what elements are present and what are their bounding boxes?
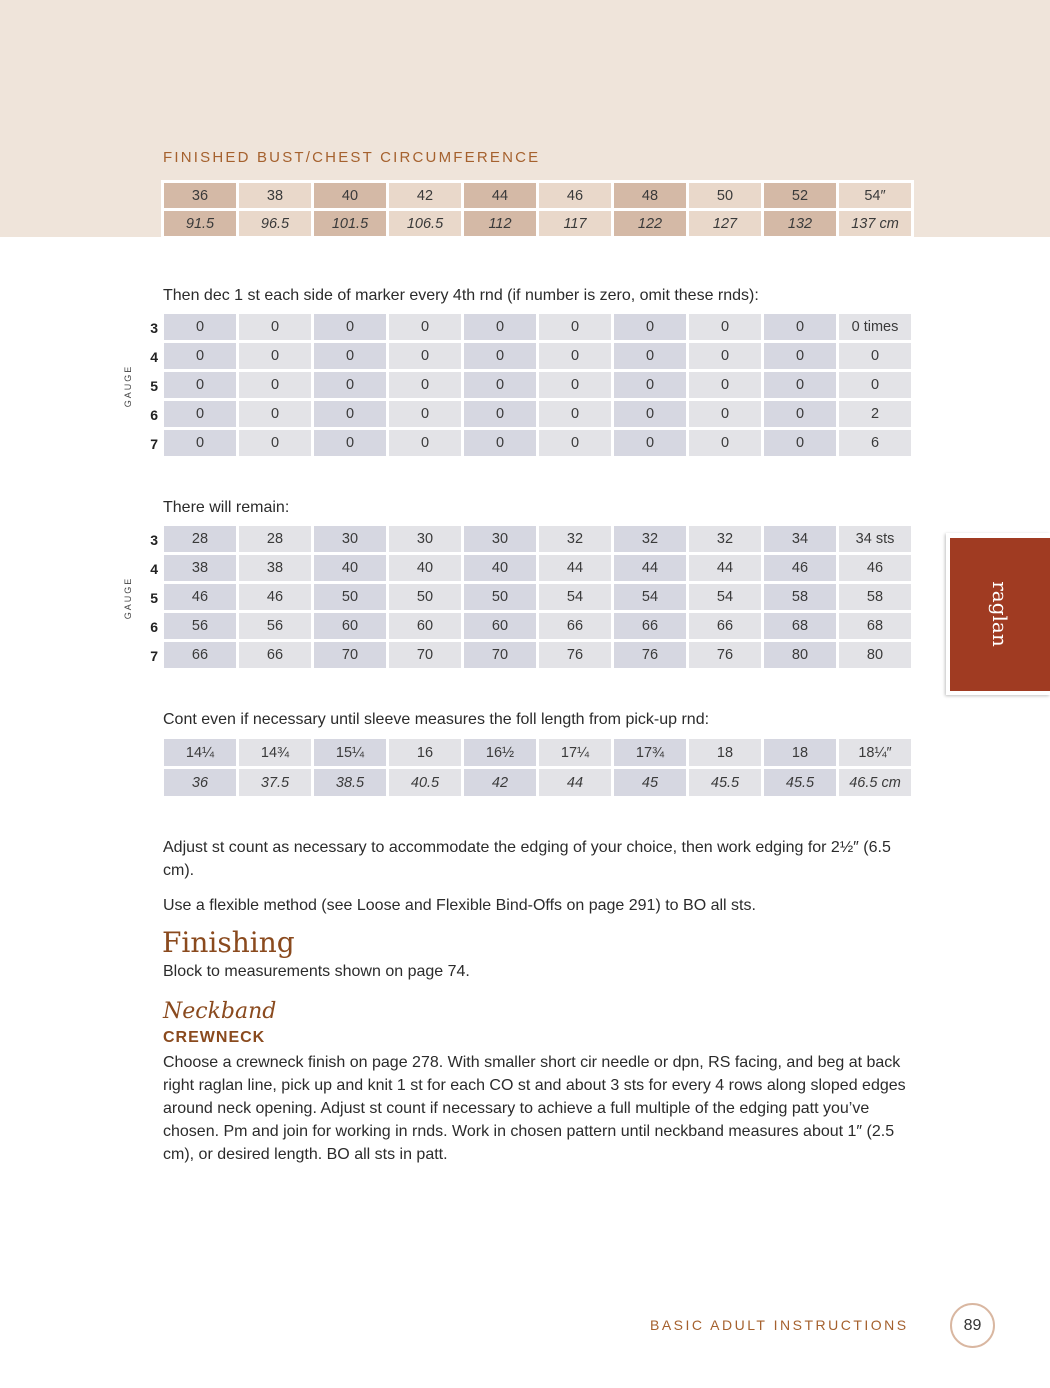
- table-cell: 80: [764, 642, 836, 668]
- table-cell: 0: [689, 372, 761, 398]
- table-cell: 0: [239, 401, 311, 427]
- length-instruction: Cont even if necessary until sleeve measures the foll length from pick-up rnd:: [163, 711, 710, 728]
- table-cell: 0: [539, 314, 611, 340]
- dec-gauge-rows: [140, 314, 158, 459]
- table-cell: 66: [239, 642, 311, 668]
- table-cell: 0 times: [839, 314, 911, 340]
- size-cell: 101.5: [314, 211, 386, 236]
- size-cell: 91.5: [164, 211, 236, 236]
- table-cell: 76: [614, 642, 686, 668]
- length-cell: 17¾: [614, 739, 686, 766]
- length-cell: 40.5: [389, 769, 461, 796]
- size-cell: 38: [239, 183, 311, 208]
- table-cell: 0: [164, 343, 236, 369]
- table-cell: 0: [314, 343, 386, 369]
- table-cell: 0: [614, 430, 686, 456]
- gauge-row-label: 6: [150, 407, 158, 423]
- length-cell: 45.5: [764, 769, 836, 796]
- table-cell: 0: [239, 372, 311, 398]
- table-cell: 60: [314, 613, 386, 639]
- size-cell: 137 cm: [839, 211, 911, 236]
- table-cell: 46: [839, 555, 911, 581]
- length-cell: 16: [389, 739, 461, 766]
- dec-instruction: Then dec 1 st each side of marker every 4th rnd (if number is zero, omit these rnds):: [163, 287, 759, 304]
- table-cell: 32: [539, 526, 611, 552]
- table-cell: 28: [239, 526, 311, 552]
- table-cell: 0: [839, 343, 911, 369]
- table-cell: 66: [689, 613, 761, 639]
- length-cell: 44: [539, 769, 611, 796]
- table-cell: 0: [464, 401, 536, 427]
- table-cell: 44: [539, 555, 611, 581]
- size-cell: 50: [689, 183, 761, 208]
- table-cell: 70: [389, 642, 461, 668]
- table-cell: 0: [539, 430, 611, 456]
- length-table: [161, 736, 914, 799]
- table-cell: 76: [689, 642, 761, 668]
- table-cell: 32: [614, 526, 686, 552]
- finishing-heading: Finishing: [162, 926, 295, 959]
- table-cell: 38: [239, 555, 311, 581]
- gauge-row-label: 4: [150, 349, 158, 365]
- table-row: [164, 613, 911, 639]
- length-cell: 42: [464, 769, 536, 796]
- size-cell: 36: [164, 183, 236, 208]
- table-cell: 0: [539, 343, 611, 369]
- length-cell: 18: [689, 739, 761, 766]
- table-cell: 54: [689, 584, 761, 610]
- table-cell: 0: [689, 430, 761, 456]
- length-cell: 15¼: [314, 739, 386, 766]
- table-cell: 46: [239, 584, 311, 610]
- remain-instruction: There will remain:: [163, 499, 290, 516]
- table-cell: 46: [764, 555, 836, 581]
- length-cell: 38.5: [314, 769, 386, 796]
- table-row: [164, 430, 911, 456]
- size-row-inches: [164, 183, 911, 208]
- table-cell: 0: [614, 401, 686, 427]
- table-cell: 38: [164, 555, 236, 581]
- table-cell: 56: [164, 613, 236, 639]
- side-tab[interactable]: [946, 533, 1050, 695]
- size-header-table: [161, 180, 914, 239]
- table-cell: 0: [389, 401, 461, 427]
- table-cell: 40: [464, 555, 536, 581]
- size-cell: 44: [464, 183, 536, 208]
- table-cell: 58: [839, 584, 911, 610]
- length-cell: 18¼″: [839, 739, 911, 766]
- size-cell: 48: [614, 183, 686, 208]
- table-cell: 66: [614, 613, 686, 639]
- table-cell: 0: [464, 372, 536, 398]
- table-cell: 0: [314, 430, 386, 456]
- size-cell: 117: [539, 211, 611, 236]
- table-row: [164, 314, 911, 340]
- table-cell: 30: [464, 526, 536, 552]
- table-cell: 0: [464, 314, 536, 340]
- table-cell: 30: [389, 526, 461, 552]
- side-tab-label: raglan: [988, 581, 1012, 647]
- table-cell: 50: [314, 584, 386, 610]
- remain-table: [161, 523, 914, 671]
- size-cell: 96.5: [239, 211, 311, 236]
- table-cell: 2: [839, 401, 911, 427]
- table-cell: 0: [314, 401, 386, 427]
- table-cell: 0: [239, 314, 311, 340]
- table-cell: 44: [689, 555, 761, 581]
- page-number: 89: [950, 1303, 995, 1348]
- table-cell: 60: [389, 613, 461, 639]
- bindoff-paragraph: Use a flexible method (see Loose and Flexible Bind-Offs on page 291) to BO all sts.: [163, 897, 756, 914]
- table-row: [164, 584, 911, 610]
- table-cell: 0: [314, 314, 386, 340]
- side-tab-fill: [950, 538, 1050, 691]
- table-cell: 30: [314, 526, 386, 552]
- gauge-row-label: 5: [150, 590, 158, 606]
- remain-gauge-label: GAUGE: [123, 576, 133, 620]
- size-cell: 54″: [839, 183, 911, 208]
- table-cell: 0: [839, 372, 911, 398]
- table-cell: 0: [389, 430, 461, 456]
- size-cell: 42: [389, 183, 461, 208]
- table-cell: 0: [539, 401, 611, 427]
- table-cell: 0: [164, 314, 236, 340]
- table-cell: 54: [614, 584, 686, 610]
- table-cell: 0: [389, 343, 461, 369]
- table-cell: 60: [464, 613, 536, 639]
- table-cell: 80: [839, 642, 911, 668]
- size-cell: 112: [464, 211, 536, 236]
- crewneck-text: Choose a crewneck finish on page 278. With smaller short cir needle or dpn, RS facing, and beg at back right raglan line, pick up and knit 1 st for each CO st and about 3 sts for every 4 rows along sloped edges around neck opening. Adjust st count if necessary to achieve a full multiple of the edging patt you’ve chosen. Pm and join for working in rnds. Work in chosen pattern until neckband measures about 1″ (2.5 cm), or desired length. BO all sts in patt.: [163, 1054, 906, 1163]
- gauge-row-label: 3: [150, 532, 158, 548]
- table-cell: 0: [614, 314, 686, 340]
- size-cell: 46: [539, 183, 611, 208]
- section-heading: FINISHED BUST/CHEST CIRCUMFERENCE: [163, 149, 541, 166]
- table-cell: 0: [614, 343, 686, 369]
- length-cell: 14¼: [164, 739, 236, 766]
- table-row: [164, 642, 911, 668]
- table-cell: 66: [539, 613, 611, 639]
- finishing-text: Block to measurements shown on page 74.: [163, 963, 470, 980]
- length-cell: 18: [764, 739, 836, 766]
- table-cell: 70: [464, 642, 536, 668]
- size-cell: 106.5: [389, 211, 461, 236]
- length-row-inches: [164, 739, 911, 766]
- table-cell: 70: [314, 642, 386, 668]
- table-cell: 68: [764, 613, 836, 639]
- table-cell: 0: [689, 314, 761, 340]
- table-cell: 0: [164, 401, 236, 427]
- table-cell: 50: [389, 584, 461, 610]
- gauge-row-label: 7: [150, 648, 158, 664]
- gauge-row-label: 4: [150, 561, 158, 577]
- table-row: [164, 401, 911, 427]
- table-row: [164, 526, 911, 552]
- table-cell: 32: [689, 526, 761, 552]
- gauge-row-label: 6: [150, 619, 158, 635]
- footer-title: BASIC ADULT INSTRUCTIONS: [650, 1317, 909, 1333]
- table-cell: 58: [764, 584, 836, 610]
- table-row: [164, 372, 911, 398]
- table-cell: 0: [614, 372, 686, 398]
- size-cell: 127: [689, 211, 761, 236]
- table-cell: 0: [764, 372, 836, 398]
- table-cell: 56: [239, 613, 311, 639]
- length-row-cm: [164, 769, 911, 796]
- table-cell: 76: [539, 642, 611, 668]
- table-cell: 0: [164, 372, 236, 398]
- table-cell: 50: [464, 584, 536, 610]
- table-row: [164, 555, 911, 581]
- table-cell: 0: [239, 343, 311, 369]
- table-cell: 0: [464, 343, 536, 369]
- size-row-cm: [164, 211, 911, 236]
- table-cell: 66: [164, 642, 236, 668]
- table-cell: 0: [764, 430, 836, 456]
- size-cell: 52: [764, 183, 836, 208]
- dec-table: [161, 311, 914, 459]
- adjust-paragraph: Adjust st count as necessary to accommodate the edging of your choice, then work edging for 2½″ (6.5 cm).: [163, 839, 891, 879]
- table-cell: 54: [539, 584, 611, 610]
- table-cell: 0: [689, 401, 761, 427]
- table-cell: 68: [839, 613, 911, 639]
- gauge-row-label: 5: [150, 378, 158, 394]
- table-cell: 0: [539, 372, 611, 398]
- table-cell: 0: [689, 343, 761, 369]
- length-cell: 14¾: [239, 739, 311, 766]
- length-cell: 16½: [464, 739, 536, 766]
- table-cell: 0: [764, 314, 836, 340]
- table-cell: 44: [614, 555, 686, 581]
- length-cell: 36: [164, 769, 236, 796]
- size-cell: 132: [764, 211, 836, 236]
- length-cell: 17¼: [539, 739, 611, 766]
- crewneck-heading: CREWNECK: [163, 1029, 266, 1046]
- table-row: [164, 343, 911, 369]
- remain-gauge-rows: [140, 526, 158, 671]
- size-cell: 122: [614, 211, 686, 236]
- table-cell: 0: [764, 343, 836, 369]
- gauge-row-label: 3: [150, 320, 158, 336]
- length-cell: 46.5 cm: [839, 769, 911, 796]
- gauge-row-label: 7: [150, 436, 158, 452]
- table-cell: 34: [764, 526, 836, 552]
- neckband-heading: Neckband: [163, 999, 277, 1024]
- table-cell: 0: [464, 430, 536, 456]
- table-cell: 0: [314, 372, 386, 398]
- table-cell: 0: [164, 430, 236, 456]
- table-cell: 0: [389, 372, 461, 398]
- table-cell: 0: [239, 430, 311, 456]
- dec-gauge-label: GAUGE: [123, 364, 133, 408]
- table-cell: 34 sts: [839, 526, 911, 552]
- table-cell: 6: [839, 430, 911, 456]
- length-cell: 37.5: [239, 769, 311, 796]
- table-cell: 40: [389, 555, 461, 581]
- size-cell: 40: [314, 183, 386, 208]
- table-cell: 46: [164, 584, 236, 610]
- table-cell: 0: [389, 314, 461, 340]
- table-cell: 40: [314, 555, 386, 581]
- table-cell: 0: [764, 401, 836, 427]
- table-cell: 28: [164, 526, 236, 552]
- length-cell: 45: [614, 769, 686, 796]
- length-cell: 45.5: [689, 769, 761, 796]
